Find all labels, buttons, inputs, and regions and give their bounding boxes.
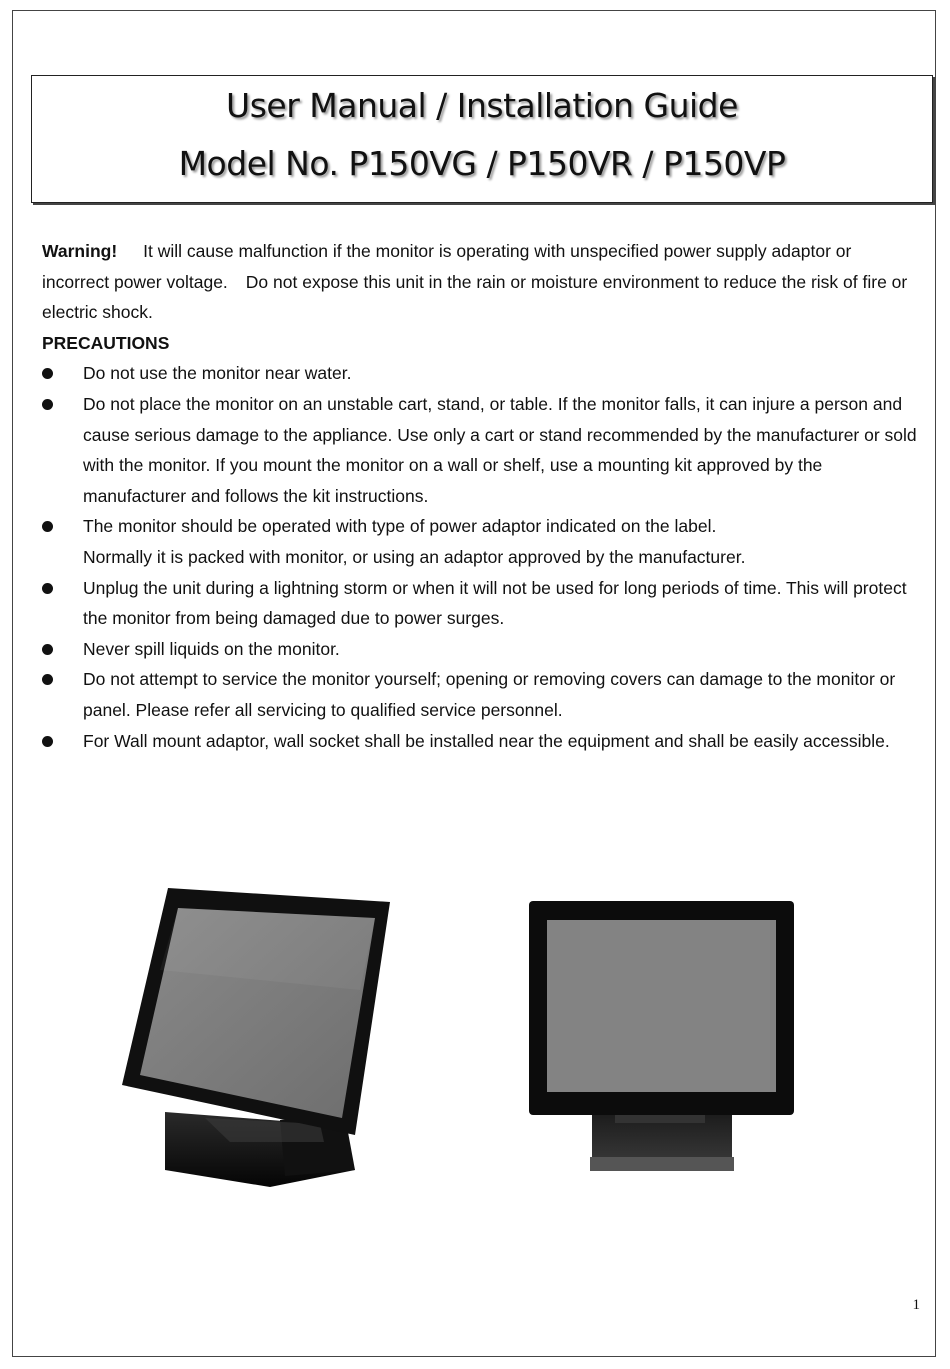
document-body [42,236,922,756]
monitor-photo-side-view [110,880,410,1200]
monitor-photo-front-view [520,895,810,1180]
model-number: Model No. P150VG / P150VR / P150VP [178,144,786,183]
precautions-heading: PRECAUTIONS [42,332,170,353]
warning-label: Warning! [42,241,118,261]
bullet-icon [42,521,53,532]
list-item: For Wall mount adaptor, wall socket shall be installed near the equipment and shall be easily accessible. [42,726,922,757]
list-item: Do not use the monitor near water. [42,358,922,389]
title-box [31,75,933,203]
list-item: Never spill liquids on the monitor. [42,634,922,665]
page-number: 1 [912,1297,920,1313]
bullet-icon [42,368,53,379]
precautions-list [42,358,922,756]
list-item: Do not place the monitor on an unstable cart, stand, or table. If the monitor falls, it can injure a person and cause serious damage to the appliance. Use only a cart or stand recommended by the manufacturer or sold with the monitor. If you mount the monitor on a wall or shelf, use a mounting kit approved by the manufacturer and follows the kit instructions. [42,389,922,511]
bullet-icon [42,583,53,594]
bullet-icon [42,644,53,655]
list-item: Do not attempt to service the monitor yourself; opening or removing covers can damage to the monitor or panel. Please refer all servicing to qualified service personnel. [42,664,922,725]
warning-text-2: Do not expose this unit in the rain or moisture environment to reduce the risk of fire or electric shock. [42,271,908,323]
bullet-icon [42,736,53,747]
warning-paragraph [42,236,922,328]
bullet-icon [42,399,53,410]
list-item: The monitor should be operated with type of power adaptor indicated on the label. Normally it is packed with monitor, or using an adaptor approved by the manufacturer. [42,511,922,572]
list-item: Unplug the unit during a lightning storm or when it will not be used for long periods of time. This will protect the monitor from being damaged due to power surges. [42,573,922,634]
bullet-icon [42,674,53,685]
warning-text-1: It will cause malfunction if the monitor is operating with unspecified power supply adaptor or incorrect power voltage. [42,241,852,292]
manual-title: User Manual / Installation Guide [226,86,738,125]
